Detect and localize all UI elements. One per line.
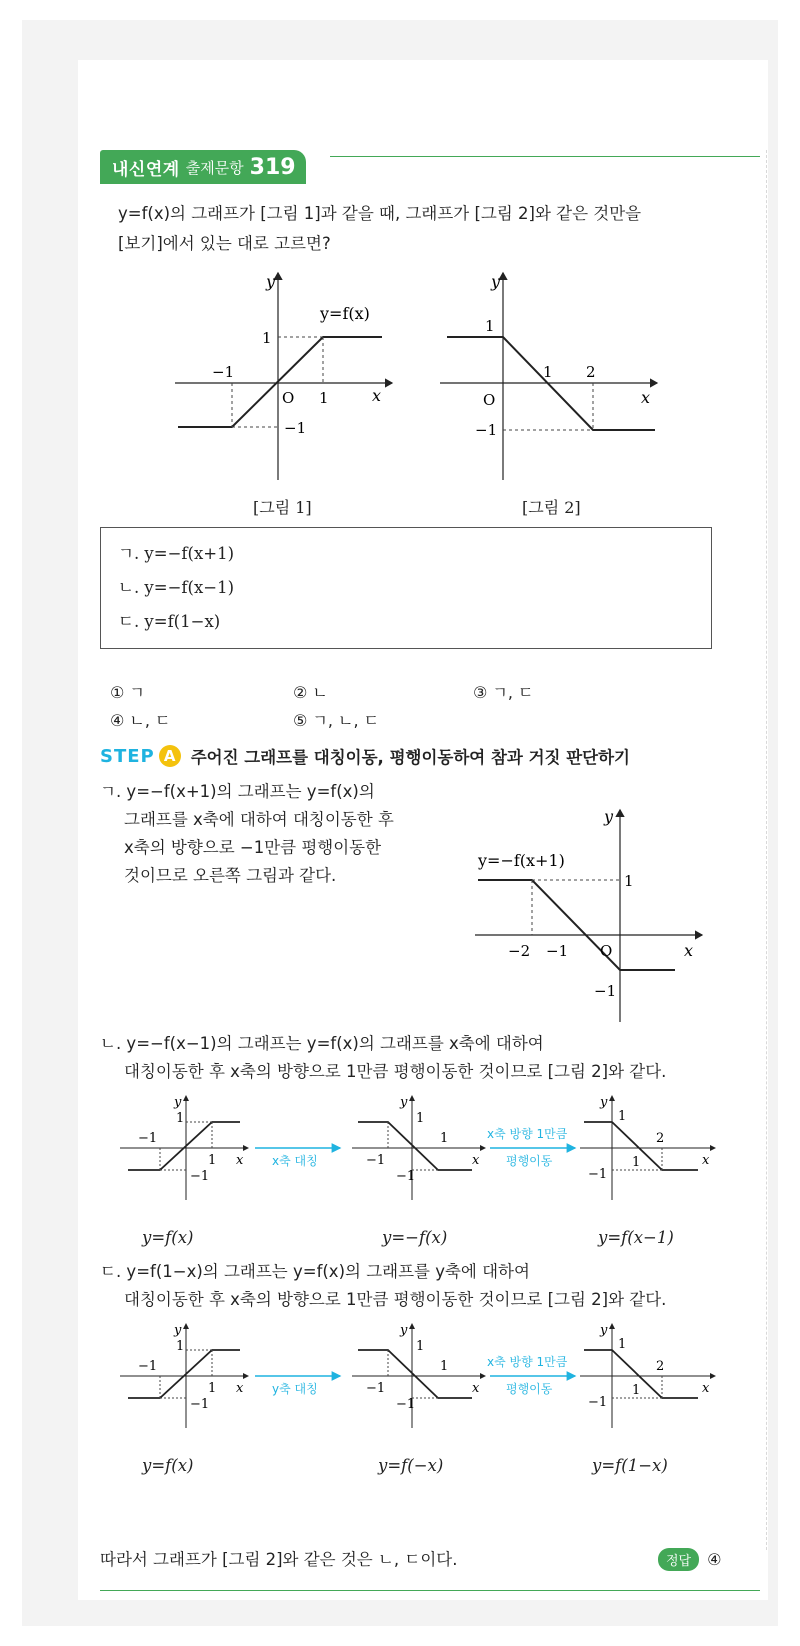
step-title: 주어진 그래프를 대칭이동, 평행이동하여 참과 거짓 판단하기 — [190, 748, 630, 767]
bottom-rule — [100, 1590, 760, 1591]
choice-a: ㄱ. y=−f(x+1) — [118, 544, 235, 563]
question-line1: y=f(x)의 그래프가 [그림 1]과 같을 때, 그래프가 [그림 2]와 같은 것만을 — [118, 204, 642, 223]
sol-b-graph-1 — [120, 1095, 248, 1200]
svg-text:−1: −1 — [588, 1167, 608, 1182]
header-label: 내신연계 — [112, 159, 180, 180]
sol-b-graph-3 — [580, 1095, 715, 1200]
sol-b-diagram — [100, 1090, 720, 1220]
svg-text:x: x — [472, 1153, 480, 1168]
sol-c-caption-1: y=f(x) — [142, 1456, 194, 1475]
question-line2: [보기]에서 있는 대로 고르면? — [118, 234, 331, 253]
option-3[interactable]: ③ ㄱ, ㄷ — [473, 683, 534, 702]
sol-c-arrow-2-top: x축 방향 1만큼 — [487, 1355, 568, 1369]
sol-a-graph — [470, 800, 710, 1025]
margin-rule — [766, 150, 767, 1550]
sol-a-line2: 그래프를 x축에 대하여 대칭이동한 후 — [124, 810, 394, 829]
sol-c-caption-2: y=f(−x) — [378, 1456, 444, 1475]
sol-c-graph-2 — [352, 1323, 485, 1428]
svg-text:1: 1 — [618, 1337, 627, 1352]
sol-b-arrow-2-bottom: 평행이동 — [506, 1154, 553, 1168]
svg-text:y: y — [400, 1323, 408, 1338]
sol-c-graph-3 — [580, 1323, 715, 1428]
tick-m1-y: −1 — [284, 419, 307, 437]
header-rule — [330, 156, 760, 157]
svg-text:1: 1 — [632, 1383, 641, 1398]
header-label2: 출제문항 — [185, 158, 244, 177]
sol-b-line1: ㄴ. y=−f(x−1)의 그래프는 y=f(x)의 그래프를 x축에 대하여 — [100, 1034, 544, 1053]
option-1[interactable]: ① ㄱ — [110, 683, 145, 702]
svg-text:−1: −1 — [396, 1397, 416, 1412]
step-tag: STEP — [100, 745, 155, 767]
option-5[interactable]: ⑤ ㄱ, ㄴ, ㄷ — [293, 711, 380, 730]
fig1-func-label: y=f(x) — [320, 304, 370, 323]
tick-m2-x: −2 — [508, 942, 531, 960]
axis-x-label: x — [684, 941, 694, 960]
svg-text:x: x — [472, 1381, 480, 1396]
sol-c-diagram — [100, 1318, 720, 1448]
svg-text:−1: −1 — [366, 1381, 386, 1396]
axis-x-label: x — [372, 386, 382, 405]
figure-1-caption: [그림 1] — [253, 498, 312, 517]
answer — [658, 1548, 721, 1571]
choice-b: ㄴ. y=−f(x−1) — [118, 578, 235, 597]
svg-text:1: 1 — [416, 1339, 425, 1354]
axis-x-label: x — [641, 388, 651, 407]
sol-a-line3: x축의 방향으로 −1만큼 평행이동한 — [124, 838, 382, 857]
sol-a-line4: 것이므로 오른쪽 그림과 같다. — [124, 866, 337, 885]
sol-b-graph-2 — [352, 1095, 485, 1200]
sol-c-line2: 대칭이동한 후 x축의 방향으로 1만큼 평행이동한 것이므로 [그림 2]와 같다. — [124, 1290, 667, 1309]
svg-text:y: y — [400, 1095, 408, 1110]
svg-text:2: 2 — [656, 1359, 665, 1374]
svg-text:−1: −1 — [138, 1359, 158, 1374]
svg-text:x: x — [236, 1153, 244, 1168]
sol-c-arrow-1-label: y축 대칭 — [272, 1382, 318, 1396]
step-header — [100, 744, 630, 768]
figure-2-caption: [그림 2] — [522, 498, 581, 517]
sol-b-caption-3: y=f(x−1) — [598, 1228, 674, 1247]
sol-b-line2: 대칭이동한 후 x축의 방향으로 1만큼 평행이동한 것이므로 [그림 2]와 같다. — [124, 1062, 667, 1081]
svg-text:−1: −1 — [138, 1131, 158, 1146]
option-2[interactable]: ② ㄴ — [293, 683, 328, 702]
axis-y-label: y — [491, 272, 501, 291]
svg-text:1: 1 — [176, 1111, 185, 1126]
svg-text:−1: −1 — [190, 1169, 210, 1184]
graph-f — [178, 337, 382, 427]
svg-text:1: 1 — [208, 1381, 217, 1396]
svg-text:2: 2 — [656, 1131, 665, 1146]
origin: O — [483, 391, 496, 409]
problem-number: 319 — [249, 154, 296, 180]
svg-text:−1: −1 — [366, 1153, 386, 1168]
tick-1-x: 1 — [543, 363, 553, 381]
svg-text:−1: −1 — [588, 1395, 608, 1410]
svg-text:1: 1 — [176, 1339, 185, 1354]
sol-c-caption-3: y=f(1−x) — [592, 1456, 668, 1475]
svg-text:−1: −1 — [190, 1397, 210, 1412]
svg-text:y: y — [174, 1095, 182, 1110]
tick-m1-y: −1 — [475, 421, 498, 439]
svg-text:1: 1 — [440, 1131, 449, 1146]
figure-2-graph — [425, 265, 675, 490]
tick-1: 1 — [262, 329, 272, 347]
sol-a-func-label: y=−f(x+1) — [478, 851, 565, 870]
option-4[interactable]: ④ ㄴ, ㄷ — [110, 711, 171, 730]
svg-text:x: x — [702, 1153, 710, 1168]
svg-text:x: x — [236, 1381, 244, 1396]
tick-2-x: 2 — [586, 363, 596, 381]
problem-header — [100, 150, 306, 184]
sol-c-line1: ㄷ. y=f(1−x)의 그래프는 y=f(x)의 그래프를 y축에 대하여 — [100, 1262, 530, 1281]
step-letter-badge: A — [159, 745, 181, 767]
svg-text:1: 1 — [208, 1153, 217, 1168]
axis-y-label: y — [266, 272, 276, 291]
origin: O — [282, 389, 295, 407]
axis-y-label: y — [604, 807, 614, 826]
tick-m1-x: −1 — [546, 942, 569, 960]
sol-b-caption-1: y=f(x) — [142, 1228, 194, 1247]
tick-1-y: 1 — [485, 317, 495, 335]
sol-b-caption-2: y=−f(x) — [382, 1228, 448, 1247]
svg-text:1: 1 — [416, 1111, 425, 1126]
sol-c-graph-1 — [120, 1323, 248, 1428]
svg-text:−1: −1 — [396, 1169, 416, 1184]
svg-text:y: y — [600, 1095, 608, 1110]
tick-m1-x: −1 — [212, 363, 235, 381]
answer-value: ④ — [707, 1550, 722, 1569]
sol-a-line1: ㄱ. y=−f(x+1)의 그래프는 y=f(x)의 — [100, 782, 375, 801]
origin: O — [600, 942, 613, 960]
choice-c: ㄷ. y=f(1−x) — [118, 612, 221, 631]
figure-1-graph — [160, 265, 410, 490]
sol-b-arrow-2-top: x축 방향 1만큼 — [487, 1127, 568, 1141]
answer-badge: 정답 — [658, 1548, 699, 1571]
svg-text:1: 1 — [632, 1155, 641, 1170]
sol-b-arrow-1-label: x축 대칭 — [272, 1154, 318, 1168]
conclusion: 따라서 그래프가 [그림 2]와 같은 것은 ㄴ, ㄷ이다. — [100, 1550, 458, 1569]
svg-text:y: y — [600, 1323, 608, 1338]
svg-text:1: 1 — [440, 1359, 449, 1374]
tick-1-x: 1 — [319, 389, 329, 407]
svg-text:y: y — [174, 1323, 182, 1338]
svg-text:x: x — [702, 1381, 710, 1396]
tick-1-y: 1 — [624, 872, 634, 890]
tick-m1-y: −1 — [594, 982, 617, 1000]
sol-c-arrow-2-bottom: 평행이동 — [506, 1382, 553, 1396]
svg-text:1: 1 — [618, 1109, 627, 1124]
